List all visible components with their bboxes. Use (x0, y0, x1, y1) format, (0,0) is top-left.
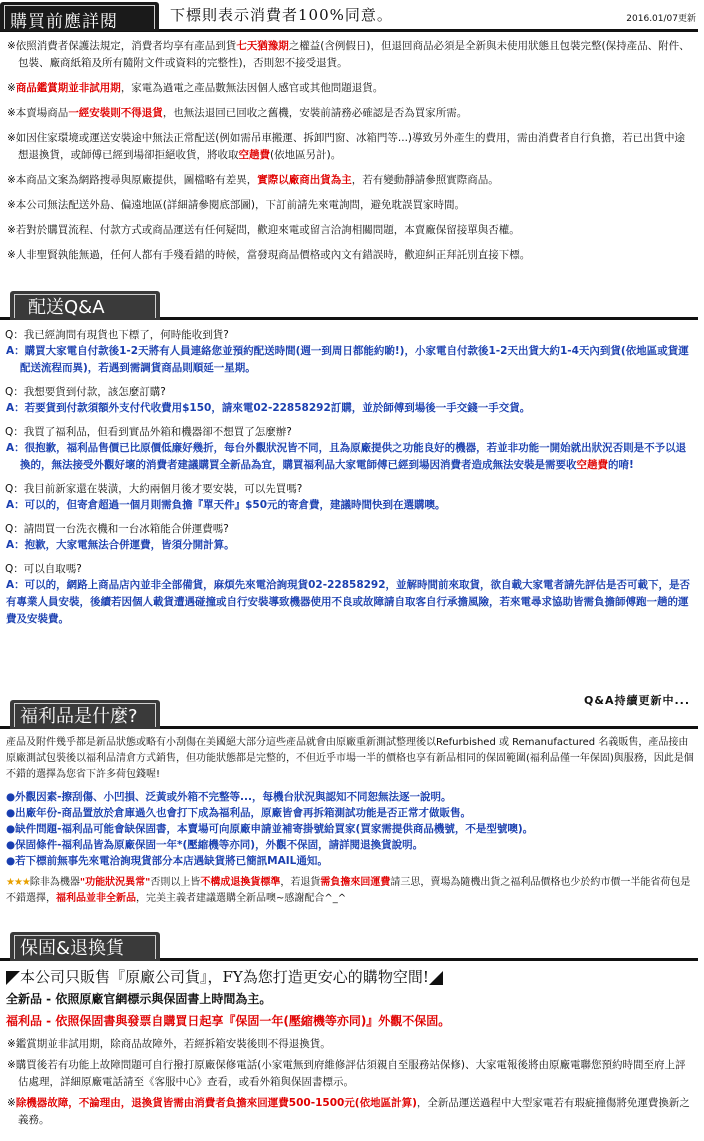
qa-more-note: Q&A持續更新中... (584, 694, 690, 707)
qa-banner-tab (10, 291, 160, 320)
qa-question: Q：我已經詢問有現貨也下標了，何時能收到貨? (5, 329, 229, 341)
qa-answer: A：購買大家電自付款後1-2天將有人員連絡您並預約配送時間(週一到周日都能約喲!)，小家電自付款後1-2天出貨大約1-4天內到貨(依地區或貨運配送流程而異)，若遇到需調貨商品則順延一星期。 (6, 345, 689, 374)
update-date: 2016.01/07更新 (626, 14, 696, 24)
refurb-bullet: ●外觀因素-擦刮傷、小凹損、泛黃或外箱不完整等...，每機台狀況與認知不同恕無法逐一說明。 (6, 791, 452, 803)
header-tab (0, 2, 159, 31)
warranty-banner (0, 932, 704, 962)
notice-item: ※若對於購買流程、付款方式或商品運送有任何疑問，歡迎來電或留言洽詢相關問題，本賣廠保留接單與否權。 (7, 224, 520, 236)
triangle-right-icon (429, 971, 443, 985)
refurb-content (0, 735, 704, 907)
triangle-left-icon (6, 971, 20, 985)
star-icon: ★★★ (6, 877, 30, 888)
warranty-refurb-line: 福利品 - 依照保固書與發票自購買日起享『保固一年(壓縮機等亦同)』外觀不保固。 (6, 1014, 451, 1028)
warranty-slogan: 本公司只販售『原廠公司貨』，FY為您打造更安心的購物空間! (0, 966, 704, 988)
qa-answer: A：抱歉，大家電無法合併運費，皆須分開計算。 (6, 539, 235, 551)
refurb-section-title: 福利品是什麼? (20, 706, 138, 727)
refurb-intro: 產品及附件幾乎都是新品狀態或略有小刮傷在美國絕大部分這些產品就會由原廠重新測試整理後以Refurbished 或 Remanufactured 名義販售，產品接由原廠測試包裝後以福利品清倉方式銷售，但功能狀態都是完整的，不但近乎市場一半的價格也享有新品相同的保固範圍(福利品僅一年保固)與服務，因此是個不錯的選擇為您省下許多荷包錢喔! (6, 737, 694, 780)
refurb-bullet: ●缺件問題-福利品可能會缺保固書，本賣場可向原廠申請並補寄掛號給買家(買家需提供商品機號，不是型號噢)。 (6, 823, 534, 835)
header-subtitle: 下標則表示消費者100%同意。 (170, 6, 393, 24)
notice-item: ※人非聖賢孰能無過，任何人都有手殘看錯的時候，當發現商品價格或內文有錯誤時，歡迎糾正拜託別直接下標。 (7, 249, 531, 261)
refurb-bullet: ●保固條件-福利品皆為原廠保固一年*(壓縮機等亦同)，外觀不保固，請詳閱退換貨說明。 (6, 839, 424, 851)
notice-list (0, 38, 704, 272)
qa-banner (0, 291, 704, 321)
warranty-section-title: 保固&退換貨 (20, 938, 125, 959)
qa-answer: A：很抱歉，福利品售價已比原價低廉好幾折，每台外觀狀況皆不同，且為原廠提供之功能良好的機器，若並非功能一開始就出狀況否則是不予以退換的，無法接受外觀好壞的消費者建議購買全新品為宜，購買福利品大家電師傅已經到場因消費者造成無法安裝是需要收空趟費的唷! (6, 442, 687, 471)
qa-question: Q：請問買一台洗衣機和一台冰箱能合併運費嗎? (5, 523, 229, 535)
qa-answer: A：可以的，網路上商品店內並非全部備貨，麻煩先來電洽詢現貨02-22858292，並解時間前來取貨，欲自載大家電者請先評估是否可載下，是否有專業人員安裝，後續若因個人載貨遭遇碰撞或自行安裝導致機器使用不良或故障請自取客自行承擔風險，若來電尋求協助皆需負擔師傅跑一趟的運費及安裝費。 (6, 579, 691, 625)
qa-question: Q：我想要貨到付款，該怎麼訂購? (5, 386, 166, 398)
header (0, 0, 704, 33)
warranty-note: ※購買後若有功能上故障問題可自行撥打原廠保修電話(小家電無到府維修評估須親自至服務站保修)、大家電報後將由原廠電聯您預約時間至府上評估處理，詳細原廠電話請至《客服中心》查看，或看外箱與保固書標示。 (7, 1059, 686, 1088)
warranty-note: ※鑑賞期並非試用期，除商品故障外，若經拆箱安裝後則不得退換貨。 (7, 1038, 331, 1050)
notice-item: ※如因住家環境或運送安裝途中無法正常配送(例如需吊車搬運、拆卸門窗、冰箱門等...)導致另外產生的費用，需由消費者自行負擔，若已出貨中途想退換貨，或師傅已經到場卻拒絕收貨，將收取空趟費(依地區另計)。 (7, 132, 686, 161)
refurb-bullet: ●出廠年份-商品置放於倉庫過久也會打下成為福利品，原廠皆會再拆箱測試功能是否正常才做販售。 (6, 807, 472, 819)
refurb-banner (0, 700, 704, 730)
notice-item: ※本賣場商品一經安裝則不得退貨，也無法退回已回收之舊機，安裝前請務必確認是否為買家所需。 (7, 107, 468, 119)
notice-item: ※商品鑑賞期並非試用期，家電為過電之產品數無法因個人感官或其他問題退貨。 (7, 82, 384, 94)
qa-answer: A：可以的，但寄倉超過一個月則需負擔『單天件』$50元的寄倉費，建議時間快到在選購噢。 (6, 499, 446, 511)
qa-question: Q：我買了福利品，但看到實品外箱和機器卻不想買了怎麼辦? (5, 426, 292, 438)
qa-section-title: 配送Q&A (28, 297, 105, 318)
warranty-note: ※除機器故障，不論理由，退換貨皆需由消費者負擔來回運費500-1500元(依地區計算)，全新品運送過程中大型家電若有瑕疵撞傷將免運費換新之義務。 (7, 1097, 690, 1126)
refurb-warning: ★★★除非為機器"功能狀況異常"否則以上皆不構成退換貨標準，若退貨需負擔來回運費請三思，賣場為隨機出貨之福利品價格也少於約市價一半能省荷包是不錯選擇，福利品並非全新品，完美主義者建議選購全新品噢~感謝配合^_^ (6, 877, 691, 904)
warranty-new-line: 全新品 - 依照原廠官網標示與保固書上時間為主。 (6, 992, 272, 1006)
qa-answer: A：若要貨到付款須額外支付代收費用$150，請來電02-22858292訂購，並於師傅到場後一手交錢一手交貨。 (6, 402, 531, 414)
warranty-banner-tab (10, 932, 160, 961)
notice-item: ※本商品文案為網路搜尋與原廠提供，圖檔略有差異，實際以廠商出貨為主，若有變動靜請參照實際商品。 (7, 174, 499, 186)
qa-list (0, 328, 704, 628)
qa-question: Q：我目前新家還在裝潢，大約兩個月後才要安裝，可以先買嗎? (5, 483, 303, 495)
notice-item: ※本公司無法配送外島、偏遠地區(詳細請參閱底部圖)，下訂前請先來電詢問，避免耽誤買家時間。 (7, 199, 465, 211)
page-title: 購買前應詳閱 (10, 12, 118, 32)
warranty-content (0, 966, 704, 1129)
notice-item: ※依照消費者保護法規定，消費者均享有產品到貨七天猶豫期之權益(含例假日)，但退回商品必須是全新與未使用狀態且包裝完整(保持產品、附件、包裝、廠商紙箱及所有隨附文件或資料的完整性)，否則恕不接受退貨。 (7, 40, 690, 69)
qa-question: Q：可以自取嗎? (5, 563, 82, 575)
refurb-bullet: ●若下標前無事先來電洽詢現貨部分本店遇缺貨將已簡訊MAIL通知。 (6, 855, 328, 867)
refurb-banner-tab (10, 700, 160, 729)
